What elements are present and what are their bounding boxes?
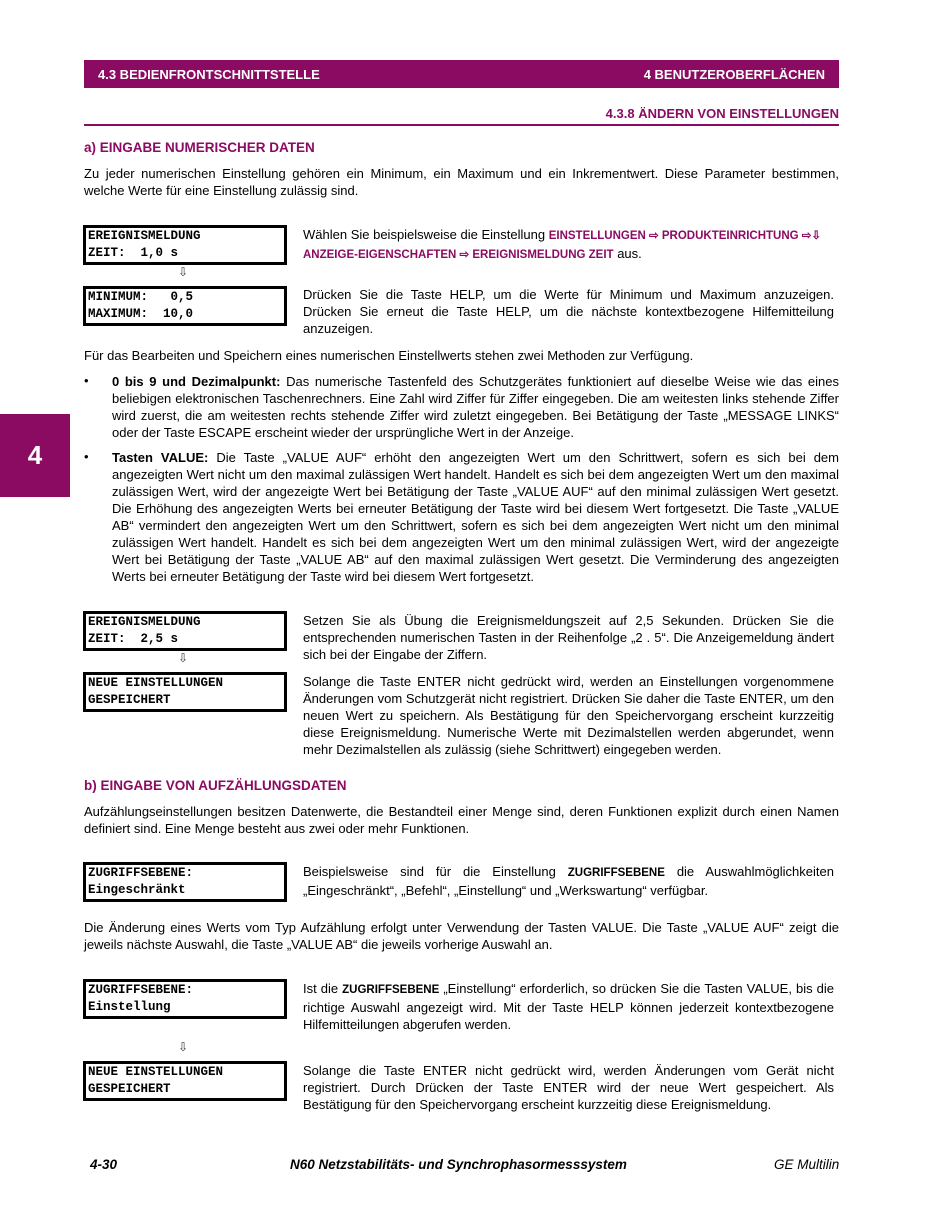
section-b-intro: Aufzählungseinstellungen besitzen Datenwerte, die Bestandteil einer Menge sind, deren Funktionen explizit durch einen Namen definiert sind. Eine Menge besteht aus zwei oder mehr Funktionen. — [84, 804, 839, 836]
menu-path-settings: EINSTELLUNGEN — [548, 230, 646, 242]
display-line: GESPEICHERT — [88, 693, 171, 707]
display-box-min-max — [83, 286, 287, 326]
text-enter-key: Solange die Taste ENTER nicht gedrückt wird, werden an Einstellungen vorgenommene Änderungen vom Schutzgerät nicht registriert. Drücken Sie daher die Taste ENTER, um den neuen Wert zu speichern. Als Bestätigung für den Speichervorgang erscheint kurzzeitig diese Ereignismeldung. Numerische Werte mit Dezimalstellen werden abgerundet, wenn mehr Dezimalstellen als zulässig (siehe Schrittwert) eingegeben werden. — [303, 674, 834, 757]
text-help-key: Drücken Sie die Taste HELP, um die Werte für Minimum und Maximum anzuzeigen. Drücken Sie erneut die Taste HELP, um die nächste kontextbezogene Hilfemitteilung anzuzeigen. — [303, 287, 834, 336]
menu-path-product-setup: PRODUKTEINRICHTUNG — [661, 230, 799, 242]
header-left: 4.3 BEDIENFRONTSCHNITTSTELLE — [98, 66, 320, 82]
text-enum-change: Die Änderung eines Werts vom Typ Aufzählung erfolgt unter Verwendung der Tasten VALUE. Die Taste „VALUE AUF“ zeigt die jeweils nächste Auswahl, die Taste „VALUE AB“ die jeweils vorherige Auswahl an. — [84, 920, 839, 952]
text-fragment: „Einstellung“ erforderlich, so drücken Sie die Tasten VALUE, bis die richtige Auswahl angezeigt wird. Mit der Taste HELP können jederzeit kontextbezogene Hilfemitteilungen abgerufen werden. — [303, 981, 834, 1032]
section-b-title: b) EINGABE VON AUFZÄHLUNGSDATEN — [84, 778, 347, 793]
bullet-icon: • — [84, 449, 89, 464]
display-line: ZUGRIFFSEBENE: — [88, 866, 194, 880]
down-arrow-icon: ⇩ — [178, 651, 189, 665]
methods-intro: Für das Bearbeiten und Speichern eines numerischen Einstellwerts stehen zwei Methoden zur Verfügung. — [84, 348, 694, 363]
display-box-access-level-1 — [83, 862, 287, 902]
display-line: MINIMUM: 0,5 — [88, 290, 194, 304]
display-line: EREIGNISMELDUNG — [88, 615, 201, 629]
display-line: EREIGNISMELDUNG — [88, 229, 201, 243]
text-fragment: die Auswahlmöglichkeiten „Eingeschränkt“, „Befehl“, „Einstellung“ und „Werkswartung“ verfügbar. — [303, 864, 834, 898]
footer-document-title: N60 Netzstabilitäts- und Synchrophasormesssystem — [290, 1157, 627, 1172]
text-fragment: aus. — [613, 246, 642, 261]
display-box-settings-saved-2 — [83, 1061, 287, 1101]
display-box-event-time-2 — [83, 611, 287, 651]
text-enter-store: Solange die Taste ENTER nicht gedrückt wird, werden Änderungen vom Gerät nicht registriert. Durch Drücken der Taste ENTER wird der neue Wert gespeichert. Als Bestätigung für den Speichervorgang erscheint kurzzeitig diese Ereignismeldung. — [303, 1063, 834, 1112]
chapter-side-tab: 4 — [0, 414, 70, 497]
bullet-label: Tasten VALUE: — [112, 450, 209, 465]
bullet-text: Das numerische Tastenfeld des Schutzgerätes funktioniert auf dieselbe Weise wie das eines beliebigen elektronischen Taschenrechners. Eine Zahl wird Ziffer für Ziffer eingegeben. Die am weitesten links stehende Ziffer wird zuerst, die am weitesten rechts stehende Ziffer wird zuletzt eingegeben. Bei Betätigung der Taste „MESSAGE LINKS“ oder der Taste ESCAPE erscheint wieder der ursprüngliche Wert in der Anzeige. — [112, 374, 839, 440]
bullet-icon: • — [84, 373, 89, 388]
display-line: ZEIT: 2,5 s — [88, 632, 179, 646]
display-line: NEUE EINSTELLUNGEN — [88, 1065, 224, 1079]
text-fragment: Wählen Sie beispielsweise die Einstellung — [303, 227, 549, 242]
menu-path-display-properties: ANZEIGE-EIGENSCHAFTEN — [303, 249, 457, 261]
section-a-intro: Zu jeder numerischen Einstellung gehören ein Minimum, ein Maximum und ein Inkrementwert. Diese Parameter bestimmen, welche Werte für eine Einstellung zulässig sind. — [84, 166, 839, 198]
text-access-level-options — [303, 863, 834, 899]
display-line: GESPEICHERT — [88, 1082, 171, 1096]
bullet-label: 0 bis 9 und Dezimalpunkt: — [112, 374, 281, 389]
text-select-setting — [303, 226, 839, 264]
display-box-settings-saved-1 — [83, 672, 287, 712]
arrow-right-down-icon: ⇨⇩ — [798, 230, 822, 242]
bullet-digits — [112, 373, 839, 441]
bullet-text: Die Taste „VALUE AUF“ erhöht den angezeigten Wert um den Schrittwert, sofern es sich bei dem angezeigten Wert nicht um den maximal zulässigen Wert handelt. Handelt es sich bei dem angezeigten Wert um den maximal zulässigen Wert, wird der angezeigte Wert bei Betätigung der Taste „VALUE AUF“ auf den minimal zulässigen Wert gesetzt. Die Erhöhung des angezeigten Werts bei erneuter Betätigung der Taste wird bei diesem Wert fortgesetzt. Die Taste „VALUE AB“ vermindert den angezeigten Wert um den Schrittwert, sofern es sich bei dem angezeigten Wert nicht um den minimal zulässigen Wert handelt. Handelt es sich bei dem angezeigten Wert um den minimal zulässigen Wert, wird der angezeigte Wert bei Betätigung der Taste „VALUE AB“ auf den maximal zulässigen Wert gesetzt. Die Verminderung des angezeigten Werts bei erneuter Betätigung der Taste wird bei diesem Wert fortgesetzt. — [112, 450, 839, 584]
section-a-title: a) EINGABE NUMERISCHER DATEN — [84, 140, 315, 155]
arrow-right-icon: ⇨ — [456, 249, 473, 261]
text-fragment: Beispielsweise sind für die Einstellung — [303, 864, 568, 879]
down-arrow-icon: ⇩ — [178, 1040, 189, 1054]
display-line: MAXIMUM: 10,0 — [88, 307, 194, 321]
footer-page-number: 4-30 — [90, 1157, 118, 1172]
text-fragment: Ist die — [303, 981, 343, 996]
display-line: Einstellung — [88, 1000, 171, 1014]
menu-path-event-time: EREIGNISMELDUNG ZEIT — [472, 249, 614, 261]
header-right: 4 BENUTZEROBERFLÄCHEN — [643, 66, 825, 82]
setting-name: ZUGRIFFSEBENE — [567, 867, 665, 879]
page-header-bar — [84, 60, 839, 88]
display-line: NEUE EINSTELLUNGEN — [88, 676, 224, 690]
display-line: Eingeschränkt — [88, 883, 186, 897]
display-line: ZEIT: 1,0 s — [88, 246, 179, 260]
display-box-event-time-1 — [83, 225, 287, 265]
text-exercise: Setzen Sie als Übung die Ereignismeldungszeit auf 2,5 Sekunden. Drücken Sie die entsprechenden numerischen Tasten in der Reihenfolge „2 . 5“. Die Anzeigemeldung ändert sich bei der Eingabe der Ziffern. — [303, 613, 834, 662]
footer-company: GE Multilin — [774, 1157, 840, 1172]
bullet-value-keys — [112, 449, 839, 585]
setting-name: ZUGRIFFSEBENE — [342, 984, 440, 996]
arrow-right-icon: ⇨ — [645, 230, 662, 242]
subsection-title: 4.3.8 ÄNDERN VON EINSTELLUNGEN — [84, 106, 839, 126]
down-arrow-icon: ⇩ — [178, 265, 189, 279]
display-line: ZUGRIFFSEBENE: — [88, 983, 194, 997]
text-select-option — [303, 980, 834, 1033]
display-box-access-level-2 — [83, 979, 287, 1019]
